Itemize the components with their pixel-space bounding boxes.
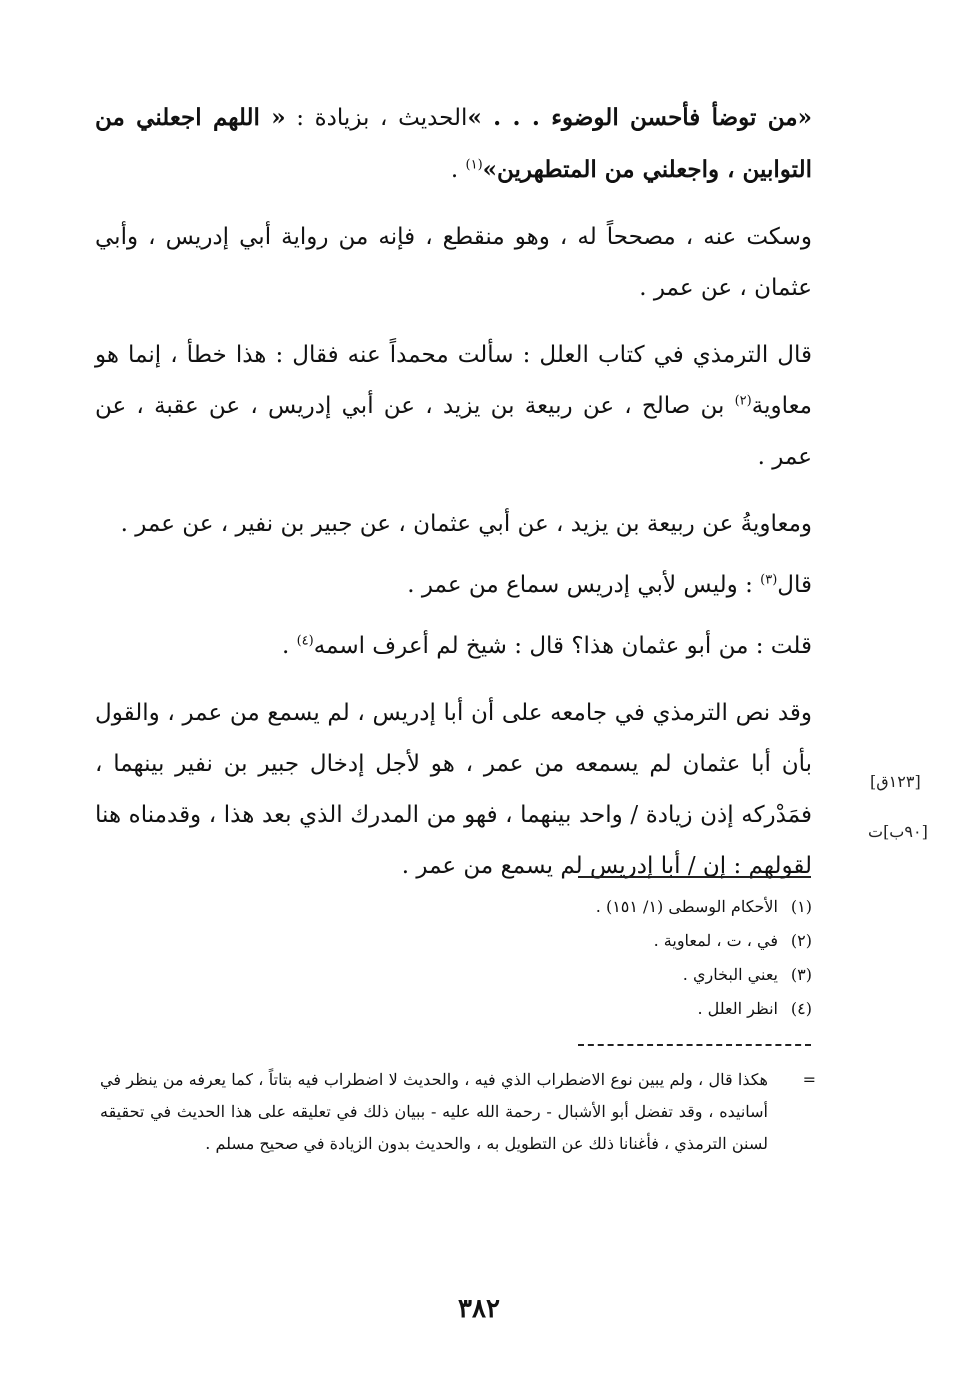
paragraph-1-end: .: [450, 157, 466, 183]
footnote-number: (١): [790, 897, 812, 916]
footnote-ref-3[interactable]: (٣): [760, 572, 778, 588]
paragraph-5: [95, 560, 812, 611]
hadith-quote: «من توضأ فأحسن الوضوء . . . »: [467, 104, 812, 131]
footnote-text: في ، ت ، لمعاوية .: [653, 931, 778, 950]
footnotes: [420, 890, 812, 1026]
footnote-separator: [578, 876, 811, 878]
paragraph-6-a: قلت : من أبو عثمان هذا؟ قال : شيخ لم أعرف اسمه: [313, 633, 812, 659]
footnote-2: [420, 924, 812, 958]
footnote-number: (٣): [790, 965, 812, 984]
footnote-number: (٤): [790, 999, 812, 1018]
footnote-ref-4[interactable]: (٤): [296, 633, 314, 649]
paragraph-6: [95, 621, 812, 672]
paragraph-5-a: قال: [777, 572, 812, 598]
footnote-text: يعني البخاري .: [682, 965, 778, 984]
paragraph-3-a: قال الترمذي في كتاب العلل : سألت محمداً عنه فقال : هذا خطأ ، إنما هو معاوية: [95, 342, 812, 419]
paragraph-3: [95, 330, 812, 483]
footnote-3: [420, 958, 812, 992]
footnote-text: الأحكام الوسطى (١/ ١٥١) .: [595, 897, 778, 916]
paragraph-6-b: .: [281, 633, 297, 659]
footnote-text: انظر العلل .: [697, 999, 778, 1018]
hadith-text: الحديث ، بزيادة :: [285, 105, 468, 131]
page-number: ٣٨٢: [458, 1294, 500, 1324]
margin-note-manuscript-t: [٩٠ب]ت: [868, 822, 928, 841]
footnote-number: (٢): [790, 931, 812, 950]
paragraph-2: وسكت عنه ، مصححاً له ، وهو منقطع ، فإنه من رواية أبي إدريس ، وأبي عثمان ، عن عمر .: [95, 224, 812, 301]
margin-note-manuscript-q: [١٢٣ق]: [870, 772, 921, 791]
continuation-mark: =: [802, 1070, 816, 1089]
paragraph-5-b: : وليس لأبي إدريس سماع من عمر .: [407, 572, 761, 598]
paragraph-3-b: بن صالح ، عن ربيعة بن يزيد ، عن أبي إدريس ، عن عقبة ، عن عمر .: [95, 393, 812, 470]
main-text: [95, 92, 812, 908]
continuation-separator: [578, 1044, 811, 1046]
footnote-4: [420, 992, 812, 1026]
continued-footnote: [100, 1064, 816, 1160]
footnote-ref-1[interactable]: (١): [465, 157, 483, 173]
footnote-ref-2[interactable]: (٢): [734, 393, 752, 409]
paragraph-4: ومعاويةُ عن ربيعة بن يزيد ، عن أبي عثمان ، عن جبير بن نفير ، عن عمر .: [120, 511, 812, 537]
paragraph-1: [95, 92, 812, 196]
continued-footnote-text: هكذا قال ، ولم يبين نوع الاضطراب الذي فيه ، والحديث لا اضطراب فيه بتاتاً ، كما يعرفه من ينظر في أسانيده ، وقد تفضل أبو الأشبال - رحمة الله عليه - ببيان ذلك في تعليقه على هذا الحديث في تحقيقه لسنن الترمذي ، فأغنانا ذلك عن التطويل به ، والحديث بدون الزيادة في صحيح مسلم .: [100, 1070, 768, 1153]
paragraph-7: وقد نص الترمذي في جامعه على أن أبا إدريس ، لم يسمع من عمر ، والقول بأن أبا عثمان لم يسمعه من عمر ، هو لأجل إدخال جبير بن نفير بينهما ، فمَدْركه إذن زيادة / واحد بينهما ، فهو من المدرك الذي بعد هذا ، وقدمناه هنا لقولهم : إن / أبا إدريس لم يسمع من عمر .: [95, 700, 812, 879]
hadith-addition: « اللهم اجعلني من التوابين ، واجعلني من المتطهرين»: [95, 104, 812, 183]
footnote-1: [420, 890, 812, 924]
